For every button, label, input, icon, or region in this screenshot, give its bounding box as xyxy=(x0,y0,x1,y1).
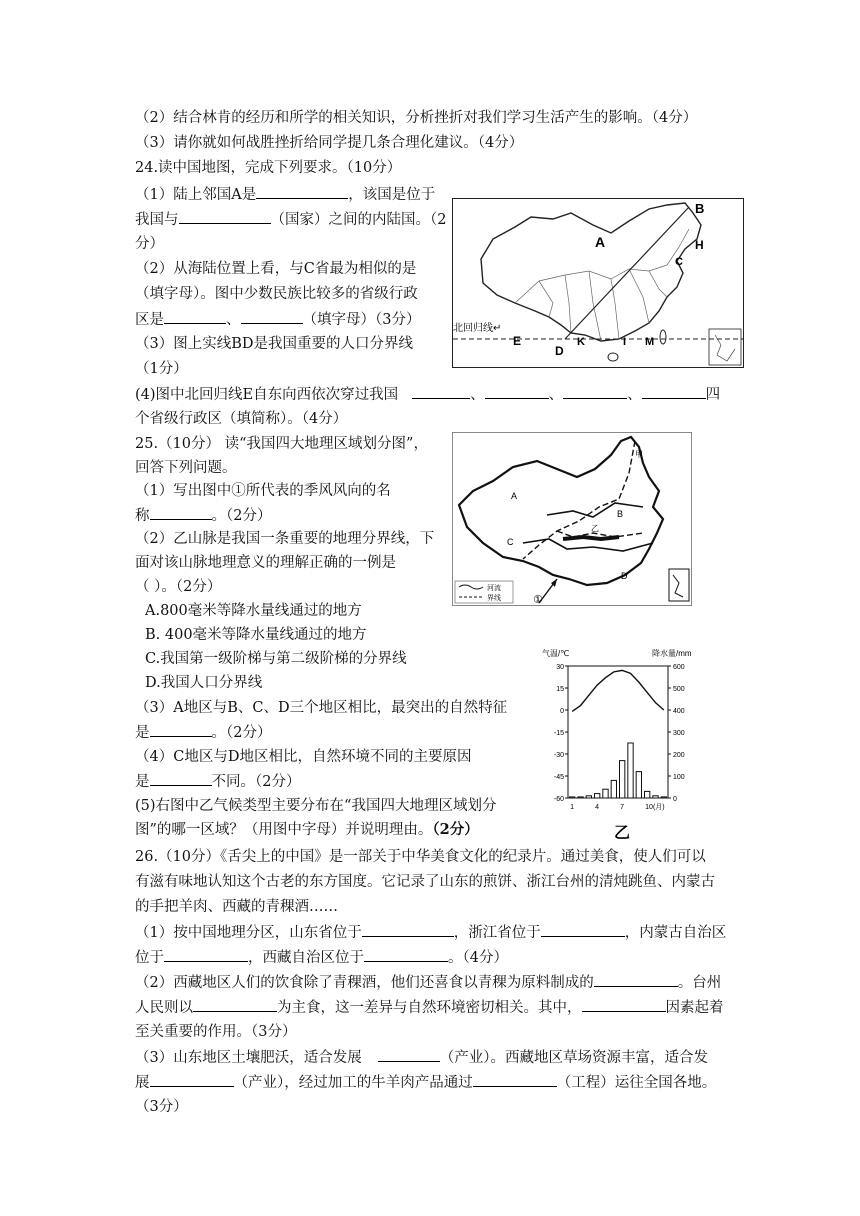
q25-i3-text-c: 。（2分） xyxy=(211,725,272,741)
answer-blank[interactable] xyxy=(412,384,470,399)
map-label: 乙 xyxy=(591,524,599,533)
q25-i2-text-c: （ ）。（2分） xyxy=(135,579,222,595)
temperature-line xyxy=(572,670,664,711)
map-label: M xyxy=(645,336,655,348)
answer-blank[interactable] xyxy=(485,384,549,399)
q25-i3-text-b: 是 xyxy=(135,725,150,741)
q24-item1-line2 xyxy=(135,209,446,230)
q24-i1-text-a: （1）陆上邻国A是 xyxy=(135,187,257,203)
china-map-drawing xyxy=(453,199,743,367)
q26-item1-line2 xyxy=(135,947,508,968)
month-tick-label: 10(月) xyxy=(645,804,665,811)
q24-i2-text-b: （填字母）。图中少数民族比较多的省级行政 xyxy=(135,286,418,302)
map-label: H xyxy=(695,238,704,252)
q24-i4-text-b: 四 xyxy=(705,387,721,403)
q24-i4-sep: 、 xyxy=(548,387,564,403)
precip-bar xyxy=(661,797,666,798)
temp-tick-label: 30 xyxy=(556,664,564,671)
precip-bar xyxy=(620,761,625,798)
q26-i3-text-b: （产业）。西藏地区草场资源丰富，适合发 xyxy=(439,1050,708,1066)
q24-i4-sep: 、 xyxy=(627,387,642,403)
temp-tick-label: 0 xyxy=(560,708,564,715)
answer-blank[interactable] xyxy=(362,922,454,937)
answer-blank[interactable] xyxy=(582,997,666,1012)
precip-bar xyxy=(645,791,650,798)
month-tick-label: 4 xyxy=(595,804,600,811)
q26-i1-text-d: 位于 xyxy=(135,950,164,966)
precip-tick-label: 100 xyxy=(673,774,685,781)
q26-i1-text-a: （1）按中国地理分区，山东省位于 xyxy=(135,925,362,941)
map-label: D xyxy=(621,571,628,581)
q24-i4-sep: 、 xyxy=(470,387,485,403)
q26-i1-text-b: ，浙江省位于 xyxy=(453,925,541,941)
climate-chart-svg xyxy=(540,646,702,844)
answer-blank[interactable] xyxy=(150,722,212,737)
q26-i2-text-f: 至关重要的作用。（3分） xyxy=(135,1024,297,1040)
q24-i2-text-c: 区是 xyxy=(135,312,164,328)
q23-item2: （2）结合林肯的经历和所学的相关知识，分析挫折对我们学习生活产生的影响。（4分） xyxy=(135,110,698,126)
precip-bar xyxy=(570,797,575,798)
map-label: B xyxy=(695,201,705,216)
answer-blank[interactable] xyxy=(150,771,212,786)
q24-i3-text-a: （3）图上实线BD是我国重要的人口分界线 xyxy=(135,336,414,352)
answer-blank[interactable] xyxy=(541,922,625,937)
q24-i1-text-e: 分） xyxy=(135,236,164,252)
q25-option-b: B. 400毫米等降水量线通过的地方 xyxy=(145,627,367,643)
q24-item2-line3 xyxy=(135,309,420,330)
q25-item5-line2 xyxy=(135,820,479,840)
answer-blank[interactable] xyxy=(563,384,627,399)
map-label: C xyxy=(675,256,683,268)
q24-i4-text-c: 个省级行政区（填简称）。（4分） xyxy=(135,411,348,427)
precip-tick-label: 300 xyxy=(673,730,685,737)
q25-i2-text-a: （2）乙山脉是我国一条重要的地理分界线，下 xyxy=(135,531,435,547)
precip-tick-label: 600 xyxy=(673,664,685,671)
q25-option-d: D.我国人口分界线 xyxy=(145,675,263,691)
q26-i2-text-a: （2）西藏地区人们的饮食除了青稞酒，他们还喜食以青稞为原料制成的 xyxy=(135,975,594,991)
q24-i1-text-d: （国家）之间的内陆国。（2 xyxy=(270,212,447,228)
plot-frame xyxy=(568,666,668,798)
precip-bar xyxy=(578,797,583,798)
q25-title2: 回答下列问题。 xyxy=(135,460,237,476)
q26-item2-line1 xyxy=(135,972,721,993)
q26-i3-text-f: （3分） xyxy=(135,1099,188,1115)
answer-blank[interactable] xyxy=(642,384,706,399)
q26-i3-text-c: 展 xyxy=(135,1075,150,1091)
q25-i1-text-b: 称 xyxy=(135,508,150,524)
q25-i2-text-b: 面对该山脉地理意义的理解正确的一例是 xyxy=(135,555,396,571)
q25-i4-text-b: 是 xyxy=(135,774,150,790)
q23-item3: （3）请你就如何战胜挫折给同学提几条合理化建议。（4分） xyxy=(135,135,524,151)
map-label: B xyxy=(617,509,624,519)
q26-intro-line1: 26.（10分）《舌尖上的中国》是一部关于中华美食文化的纪录片。通过美食，使人们可以 xyxy=(135,849,706,865)
tropic-label: 北回归线↵ xyxy=(453,323,502,334)
q26-item1-line1 xyxy=(135,922,726,943)
map-label: D xyxy=(555,344,564,358)
answer-blank[interactable] xyxy=(594,972,678,987)
answer-blank[interactable] xyxy=(193,997,277,1012)
q24-i2-text-e: （填字母）（3分） xyxy=(302,312,421,328)
q24-item1-line1 xyxy=(135,184,435,205)
legend-river: 河流 xyxy=(487,585,501,592)
temp-tick-label: -45 xyxy=(553,774,564,781)
chart-caption: 乙 xyxy=(614,825,631,842)
precip-tick-label: 200 xyxy=(673,752,685,759)
precip-bar xyxy=(636,772,641,798)
q25-item4-line2 xyxy=(135,771,300,792)
answer-blank[interactable] xyxy=(378,1047,440,1062)
q25-i5-text-a: (5)右图中乙气候类型主要分布在“我国四大地理区域划分 xyxy=(135,798,497,814)
temp-tick-label: -15 xyxy=(553,730,564,737)
map-label: K xyxy=(577,336,585,348)
q25-i5-text-c: （2分） xyxy=(432,821,479,838)
answer-blank[interactable] xyxy=(150,505,212,520)
q26-i3-text-a: （3）山东地区土壤肥沃，适合发展 xyxy=(135,1050,362,1066)
precip-bar xyxy=(628,743,633,798)
map-label: I xyxy=(623,336,627,348)
precip-bar xyxy=(611,780,616,798)
answer-blank[interactable] xyxy=(150,1072,234,1087)
q25-item3-line2 xyxy=(135,722,271,743)
q25-i3-text-a: （3）A地区与B、C、D三个地区相比，最突出的自然特征 xyxy=(135,700,508,716)
precip-bar xyxy=(603,789,608,798)
map-label: 甲 xyxy=(635,450,643,459)
temp-tick-label: -30 xyxy=(553,752,564,759)
q26-i2-text-c: 人民则以 xyxy=(135,1000,193,1016)
q24-i1-text-b: ，该国是位于 xyxy=(348,187,436,203)
q25-i4-text-c: 不同。（2分） xyxy=(211,774,301,790)
map-label: A xyxy=(511,491,518,501)
precip-bar xyxy=(586,796,591,798)
q26-intro-line3: 的手把羊肉、西藏的青稞酒…… xyxy=(135,899,338,915)
q26-i1-text-e: ，西藏自治区位于 xyxy=(248,950,364,966)
temp-axis-label: 气温/℃ xyxy=(542,649,570,658)
precip-tick-label: 0 xyxy=(673,796,677,803)
q25-i4-text-a: （4）C地区与D地区相比，自然环境不同的主要原因 xyxy=(135,749,472,765)
q26-i3-text-e: （工程）运往全国各地。 xyxy=(556,1075,717,1091)
q25-option-a: A.800毫米等降水量线通过的地方 xyxy=(145,603,362,619)
q26-i2-text-d: 为主食，这一差异与自然环境密切相关。其中， xyxy=(277,1000,582,1016)
q25-i1-text-a: （1）写出图中①所代表的季风风向的名 xyxy=(135,483,391,499)
q26-i3-text-d: （产业），经过加工的牛羊肉产品通过 xyxy=(233,1075,473,1091)
precip-bar xyxy=(595,794,600,798)
precip-tick-label: 400 xyxy=(673,708,685,715)
legend-boundary: 界线 xyxy=(487,595,501,602)
q24-i4-text-a: (4)图中北回归线E自东向西依次穿过我国 xyxy=(135,387,399,403)
q26-i1-text-f: 。（4分） xyxy=(448,950,508,966)
q24-title: 24.读中国地图，完成下列要求。（10分） xyxy=(135,160,402,176)
q25-regions-map xyxy=(452,432,692,606)
regions-map-drawing xyxy=(453,433,691,605)
answer-blank[interactable] xyxy=(179,209,271,224)
precip-bar xyxy=(653,796,658,798)
q25-i1-text-c: 。（2分） xyxy=(211,508,272,524)
q26-item2-line2 xyxy=(135,997,724,1018)
precip-tick-label: 500 xyxy=(673,686,685,693)
map-label: ① xyxy=(533,594,543,605)
q24-china-map xyxy=(452,198,744,368)
month-tick-label: 7 xyxy=(620,804,625,811)
answer-blank[interactable] xyxy=(256,184,348,199)
q24-item4-line1 xyxy=(135,384,720,405)
temp-tick-label: -60 xyxy=(553,796,564,803)
map-label: A xyxy=(595,234,606,250)
answer-blank[interactable] xyxy=(164,309,226,324)
answer-blank[interactable] xyxy=(364,947,448,962)
month-tick-label: 1 xyxy=(570,804,575,811)
q25-title: 25.（10分） 读“我国四大地理区域划分图”， xyxy=(135,436,428,452)
answer-blank[interactable] xyxy=(241,309,303,324)
q26-intro-line2: 有滋有味地认知这个古老的东方国度。它记录了山东的煎饼、浙江台州的清炖跳鱼、内蒙古 xyxy=(135,874,715,890)
q24-i2-text-a: （2）从海陆位置上看，与C省最为相似的是 xyxy=(135,261,417,277)
q26-item3-line2 xyxy=(135,1072,716,1093)
answer-blank[interactable] xyxy=(473,1072,557,1087)
precip-axis-label: 降水量/mm xyxy=(652,649,692,658)
q26-i1-text-c: ，内蒙古自治区 xyxy=(624,925,727,941)
q26-i2-text-b: 。台州 xyxy=(677,975,722,991)
temp-tick-label: 15 xyxy=(556,686,564,693)
answer-blank[interactable] xyxy=(164,947,248,962)
q24-i2-text-d: 、 xyxy=(226,312,241,328)
q26-i2-text-e: 因素起着 xyxy=(665,1000,724,1016)
q24-i3-text-b: （1分） xyxy=(135,361,188,377)
q25-i5-text-b: 图”的哪一区域？（用图中字母）并说明理由。 xyxy=(135,822,433,838)
q25-option-c: C.我国第一级阶梯与第二级阶梯的分界线 xyxy=(145,651,407,667)
map-label: E xyxy=(513,334,522,348)
q25-item1-line2 xyxy=(135,505,271,526)
q24-i1-text-c: 我国与 xyxy=(135,212,179,228)
q26-item3-line1 xyxy=(135,1047,708,1068)
map-label: C xyxy=(507,537,514,547)
climate-chart xyxy=(540,646,702,844)
